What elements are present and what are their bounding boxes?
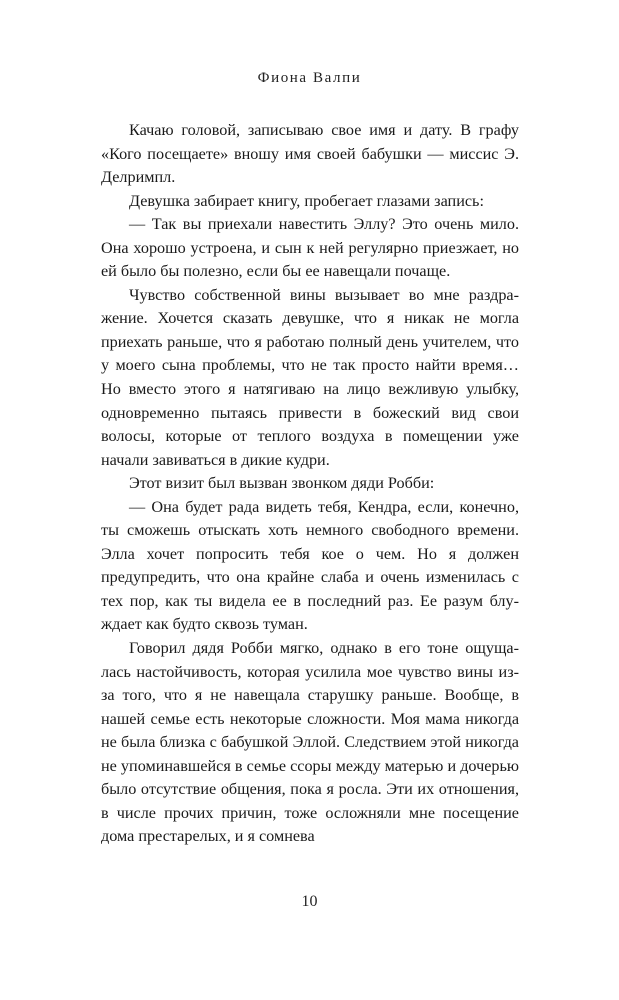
paragraph: Качаю головой, записываю свое имя и дату. В графу «Кого посещаете» вношу имя своей бабушки — миссис Э. Делримпл.	[101, 121, 519, 187]
running-header-author: Фиона Валпи	[257, 70, 362, 86]
body-text	[101, 119, 519, 849]
paragraph: Девушка забирает книгу, пробегает глазами запись:	[129, 191, 484, 210]
paragraph: Этот визит был вызван звонком дяди Робби:	[129, 474, 435, 493]
paragraph: Чувство собственной вины вызывает во мне раздражение. Хочется сказать девушке, что я никак не могла приехать раньше, что я работаю полный день учителем, что у моего сына проблемы, что не так просто найти время… Но вместо этого я натягиваю на лицо вежливую улыбку, одновременно пытаясь привести в божеский вид свои волосы, которые от теплого воздуха в помещении уже начали завиваться в дикие кудри.	[101, 285, 519, 469]
page-number: 10	[301, 893, 318, 910]
paragraph: Говорил дядя Робби мягко, однако в его тоне ощущалась настойчивость, которая усилила мое чувство вины из-за того, что я не навещала старушку раньше. Вообще, в нашей семье есть некоторые сложности. Моя мама никогда не была близка с бабушкой Эллой. Следствием этой никогда не упоминавшейся в семье ссоры между матерью и дочерью было отсутствие общения, пока я росла. Эти их отношения, в числе прочих причин, тоже осложняли мне посещение дома престарелых, и я сомнева	[101, 639, 519, 846]
paragraph: — Она будет рада видеть тебя, Кендра, если, конечно, ты сможешь отыскать хоть немного свободного времени. Элла хочет попросить тебя кое о чем. Но я должен предупредить, что она крайне слаба и очень изменилась с тех пор, как ты видела ее в последний раз. Ее разум блуждает как будто сквозь туман.	[101, 497, 519, 634]
paragraph: — Так вы приехали навестить Эллу? Это очень мило. Она хорошо устроена, и сын к ней регулярно приезжает, но ей было бы полезно, если бы ее навещали почаще.	[101, 215, 519, 281]
